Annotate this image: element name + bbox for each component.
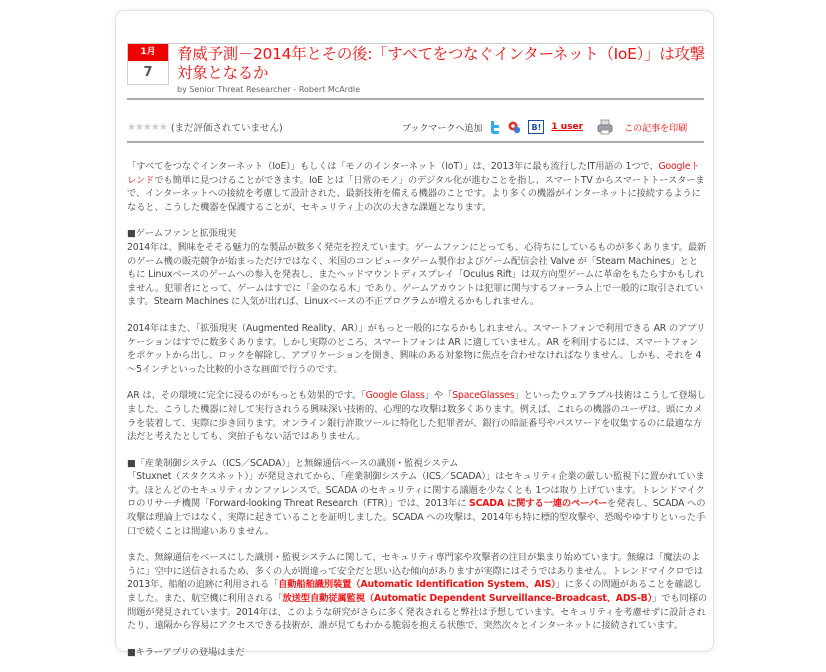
- toolbar-divider: [127, 141, 704, 143]
- twitter-icon[interactable]: [490, 120, 500, 134]
- ads-b-link[interactable]: 放送型自動従属監視（Automatic Dependent Surveillance-Broadcast、ADS-B）: [282, 593, 653, 605]
- bookmark-users-link[interactable]: 1 user: [551, 122, 584, 132]
- social-bookmark-icon[interactable]: [507, 120, 521, 134]
- paragraph-ar: 2014年はまた、「拡張現実（Augmented Reality、AR）」がもっと一般的になるかもしれません。スマートフォンで利用できる AR のアプリケーションはすでに数多くあります。しかし実際のところ、スマートフォンは AR に適していません。AR を利用するには、スマートフォンをポケットから出し、ロックを解除し、アプリケーションを開き、興味のある対象物に焦点を合わせなければなりません。しかも、それを 4～5インチといった比較的小さな画面で行うのです。: [127, 322, 706, 375]
- scada-papers-link[interactable]: SCADA に関する一連のペーパー: [469, 498, 608, 510]
- paragraph-wireless: また、無線通信をベースにした識別・監視システムに関して、セキュリティ専門家や攻撃者の注目が集まり始めています。無線は「魔法のように」空中に送信されるため、多くの人が間違って安全だと思い込む傾向がありますが実際にはそうではありません。トレンドマイクロでは2013年、船舶の追跡に利用される「自動船舶識別装置（Automatic Identification System、AIS）」に多くの問題があることを確認しました。また、航空機に利用される「放送型自動従属監視（Automatic Dependent Surveillance-Broadcast、ADS-B）」でも同様の問題が発見されています。2014年は、このような研究がさらに多く発表されると弊社は予想しています。セキュリティを考慮せずに設計されたり、遠隔から容易にアクセスできる技術が、誰が見てもわかる脆弱を抱える状態で、突然次々とインターネットに接続されています。: [127, 552, 707, 632]
- rating-status: (まだ評価されていません): [170, 123, 283, 134]
- google-glass-link[interactable]: Google Glass: [365, 390, 425, 402]
- printer-icon[interactable]: [597, 119, 613, 135]
- rating-widget: [127, 120, 283, 134]
- date-month: 1月: [128, 44, 168, 61]
- section-scada: ■「産業制御システム（ICS／SCADA）」と無線通信ベースの識別・監視システム 「Stuxnet（スタクスネット）」が発見されてから、「産業制御システム（ICS／SCADA）」はセキュリティ企業の厳しい監視下に置かれています。ほとんどのセキュリティカンファレンスで、SCADA のセキュリティに関する議題を少なくとも 1つは取り上げています。トレンドマイクロのリサーチ機関「Forward-looking Threat Research（FTR）」では、2013年に SCADA に関する一連のペーパーを発表し、SCADA への攻撃は理論上ではなく、実際に起きていることを証明しました。SCADA への攻撃は、2014年も特に標的型攻撃や、恐喝やゆすりといった手口で続くことは間違いありません。: [127, 457, 706, 537]
- bookmark-bar: [402, 116, 687, 138]
- article-byline: by Senior Threat Researcher - Robert McArdle: [177, 85, 361, 94]
- rating-stars-icon[interactable]: ★★★★★: [127, 121, 167, 133]
- section-gaming: ■ゲームファンと拡張現実 2014年は、興味をそそる魅力的な製品が数多く発売を控えています。ゲームファンにとっても、心待ちにしているものが多くあります。最新のゲーム機の販売競争が始まっただけではなく、米国のコンピュータゲーム製作およびゲーム配信会社 Valve が「Steam Machines」とともに Linuxベースのゲームへの参入を発表し、またヘッドマウントディスプレイ「Oculus Rift」は双方向型ゲームに革命をもたらすかもしれません。犯罪者にとって、ゲームはすでに「金のなる木」であり、ゲームアカウントは犯罪に関与するフォーラム上で一般的に取引されています。Steam Machines に人気が出れば、Linuxベースの不正プログラムが増えるかもしれません。: [127, 228, 707, 308]
- section-heading-killer-app: ■キラーアプリの登場はまだ: [127, 646, 245, 658]
- section-heading-scada: ■「産業制御システム（ICS／SCADA）」と無線通信ベースの識別・監視システム: [127, 457, 459, 469]
- section-heading-gaming: ■ゲームファンと拡張現実: [127, 228, 237, 240]
- date-day: 7: [143, 65, 153, 80]
- ais-link[interactable]: 自動船舶識別装置（Automatic Identification System、AIS）: [278, 579, 556, 591]
- title-top-divider: [127, 43, 704, 44]
- paragraph-wearables: AR は、その環境に完全に浸るのがもっとも効果的です。「Google Glass」や「SpaceGlasses」といったウェアラブル技術はこうして登場しました。こうした機器に対して実行されうる興味深い技術的、心理的な攻撃は数多くあります。例えば、これらの機器のユーザは、頭にカメラを装着して、実際に歩き回ります。オンライン銀行詐欺ツールに特化した犯罪者が、銀行の暗証番号やパスワードを収集するのに最適な方法だと考えたとしても、突拍子もない話ではありません。: [127, 390, 706, 443]
- title-bottom-divider: [127, 98, 704, 100]
- print-article-link[interactable]: この記事を印刷: [624, 123, 688, 134]
- article-body: [127, 160, 707, 672]
- google-trends-link[interactable]: Googleトレンド: [127, 161, 700, 186]
- bookmark-label: ブックマークへ追加: [402, 123, 483, 134]
- article-title[interactable]: 脅威予測－2014年とその後:「すべてをつなぐインターネット（IoE）」は攻撃対象となるか: [177, 45, 705, 82]
- date-badge: [127, 44, 169, 85]
- paragraph-intro: 「すべてをつなぐインターネット（IoE）」もしくは「モノのインターネット（IoT）」は、2013年に最も流行したIT用語の 1つで、Googleトレンドでも簡単に見つけることができます。IoE とは「日常のモノ」のデジタル化が進むことを指し、スマートTV からスマートトースターまで、インターネットへの接続を考慮して設計された、最新技術を備える機器のことです。より多くの機器がインターネットに接続するようになると、こうした機器を保護することが、セキュリティ上の次の大きな課題となります。: [127, 161, 705, 213]
- hatena-bookmark-icon[interactable]: B!: [528, 120, 544, 134]
- spaceglasses-link[interactable]: SpaceGlasses: [452, 390, 515, 402]
